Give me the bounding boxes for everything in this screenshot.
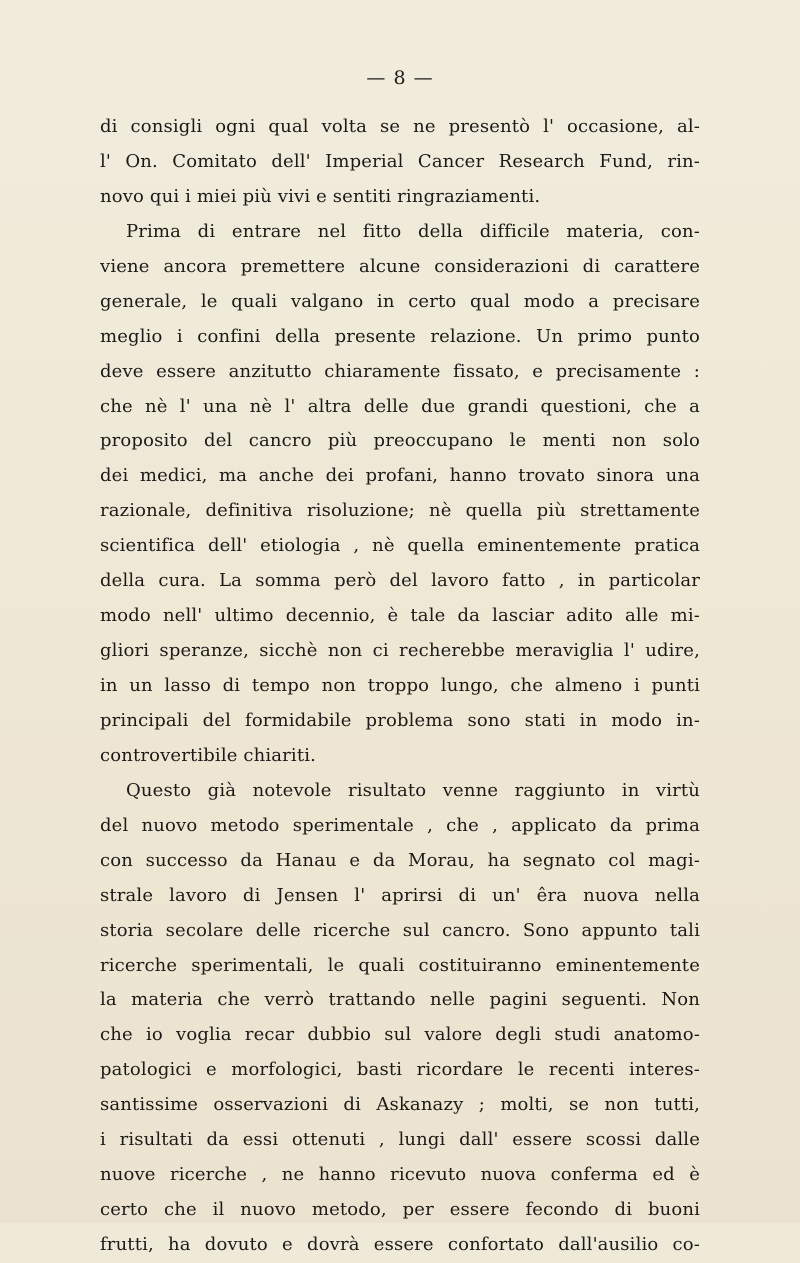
text-line: gliori speranze, sicchè non ci recherebbe meraviglia l' udire, xyxy=(100,640,700,662)
text-line: santissime osservazioni di Askanazy ; molti, se non tutti, xyxy=(100,1094,700,1116)
text-line: viene ancora premettere alcune considerazioni di carattere xyxy=(100,255,700,277)
text-line: certo che il nuovo metodo, per essere fecondo di buoni xyxy=(100,1199,700,1221)
text-line: proposito del cancro più preoccupano le menti non solo xyxy=(100,430,700,452)
text-line: deve essere anzitutto chiaramente fissato, e precisamente : xyxy=(100,360,700,382)
text-line: la materia che verrò trattando nelle pagini seguenti. Non xyxy=(100,989,700,1011)
text-line: principali del formidabile problema sono stati in modo in- xyxy=(100,709,700,731)
text-line: modo nell' ultimo decennio, è tale da lasciar adito alle mi- xyxy=(100,605,700,627)
text-line: Questo già notevole risultato venne raggiunto in virtù xyxy=(126,779,700,801)
text-line: dei medici, ma anche dei profani, hanno trovato sinora una xyxy=(100,465,700,487)
text-line: scientifica dell' etiologia , nè quella eminentemente pratica xyxy=(100,535,700,557)
text-line: l' On. Comitato dell' Imperial Cancer Research Fund, rin- xyxy=(100,150,700,172)
text-line: in un lasso di tempo non troppo lungo, che almeno i punti xyxy=(100,675,700,696)
page-number: — 8 — xyxy=(366,67,434,89)
text-line: i risultati da essi ottenuti , lungi dall' essere scossi dalle xyxy=(100,1129,700,1151)
text-line: che io voglia recar dubbio sul valore degli studi anatomo- xyxy=(100,1024,700,1046)
text-line: razionale, definitiva risoluzione; nè quella più strettamente xyxy=(100,500,700,522)
text-line: novo qui i miei più vivi e sentiti ringraziamenti. xyxy=(100,185,541,207)
text-line: del nuovo metodo sperimentale , che , applicato da prima xyxy=(100,814,700,836)
text-line: strale lavoro di Jensen l' aprirsi di un' êra nuova nella xyxy=(100,884,700,906)
text-line: della cura. La somma però del lavoro fatto , in particolar xyxy=(100,570,700,592)
text-line: con successo da Hanau e da Morau, ha segnato col magi- xyxy=(100,849,700,871)
text-line: di consigli ogni qual volta se ne presentò l' occasione, al- xyxy=(100,116,700,137)
text-line: meglio i confini della presente relazione. Un primo punto xyxy=(100,325,700,347)
text-line: nuove ricerche , ne hanno ricevuto nuova conferma ed è xyxy=(100,1164,700,1186)
text-line: ricerche sperimentali, le quali costituiranno eminentemente xyxy=(100,954,700,976)
text-line: che nè l' una nè l' altra delle due grandi questioni, che a xyxy=(100,395,700,417)
text-line: frutti, ha dovuto e dovrà essere confortato dall'ausilio co- xyxy=(100,1234,700,1255)
text-line: controvertibile chiariti. xyxy=(100,744,316,766)
body-text xyxy=(100,110,700,1263)
text-line: Prima di entrare nel fitto della difficile materia, con- xyxy=(126,220,700,242)
text-line: generale, le quali valgano in certo qual modo a precisare xyxy=(100,290,700,312)
text-line: storia secolare delle ricerche sul cancro. Sono appunto tali xyxy=(100,919,700,941)
text-line: patologici e morfologici, basti ricordare le recenti interes- xyxy=(100,1059,700,1081)
